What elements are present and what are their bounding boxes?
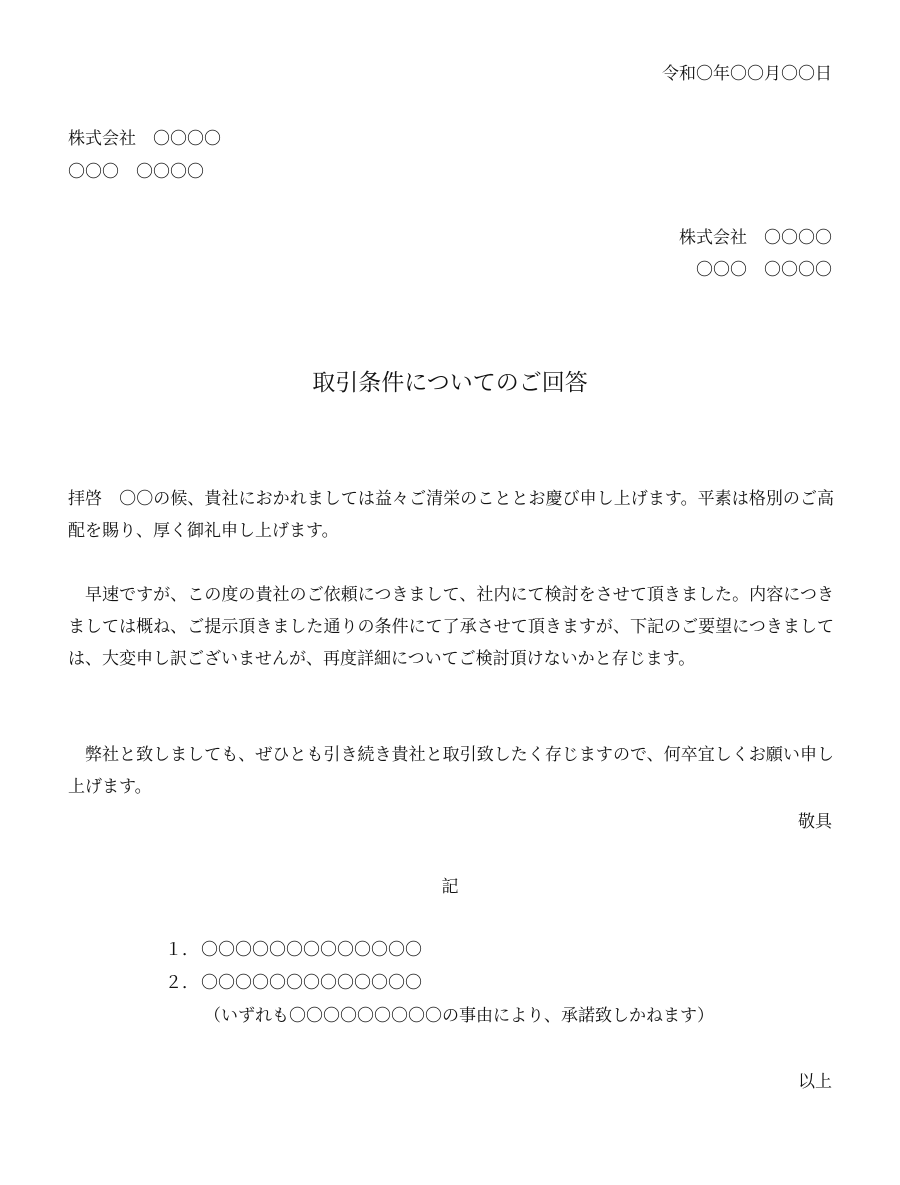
list-item-number: ２． bbox=[165, 973, 199, 993]
list-item bbox=[165, 971, 422, 995]
list-item-number: １． bbox=[165, 940, 199, 960]
recipient-company: 株式会社 〇〇〇〇 bbox=[68, 129, 221, 149]
sender-company: 株式会社 〇〇〇〇 bbox=[679, 228, 832, 248]
main-paragraph: 早速ですが、この度の貴社のご依頼につきまして、社内にて検討をさせて頂きました。内容につきましては概ね、ご提示頂きました通りの条件にて了承させて頂きますが、下記のご要望につきましては、大変申し訳ございませんが、再度詳細についてご検討頂けないかと存じます。 bbox=[68, 585, 834, 669]
closing-ijou: 以上 bbox=[798, 1072, 832, 1092]
request-paragraph: 弊社と致しましても、ぜひとも引き続き貴社と取引致したく存じますので、何卒宜しくお願い申し上げます。 bbox=[68, 745, 834, 797]
greeting-paragraph: 拝啓 〇〇の候、貴社におかれましては益々ご清栄のこととお慶び申し上げます。平素は格別のご高配を賜り、厚く御礼申し上げます。 bbox=[68, 489, 834, 541]
list-item-text: 〇〇〇〇〇〇〇〇〇〇〇〇〇 bbox=[201, 940, 422, 960]
letter-date: 令和〇年〇〇月〇〇日 bbox=[662, 64, 832, 84]
list-item-text: 〇〇〇〇〇〇〇〇〇〇〇〇〇 bbox=[201, 973, 422, 993]
list-item bbox=[165, 938, 422, 962]
recipient-person: 〇〇〇 〇〇〇〇 bbox=[68, 162, 204, 182]
closing-keigu: 敬具 bbox=[798, 812, 832, 832]
item-note: （いずれも〇〇〇〇〇〇〇〇〇の事由により、承諾致しかねます） bbox=[204, 1006, 714, 1026]
sender-person: 〇〇〇 〇〇〇〇 bbox=[696, 260, 832, 280]
ki-heading: 記 bbox=[441, 877, 459, 897]
letter-title: 取引条件についてのご回答 bbox=[312, 370, 588, 396]
